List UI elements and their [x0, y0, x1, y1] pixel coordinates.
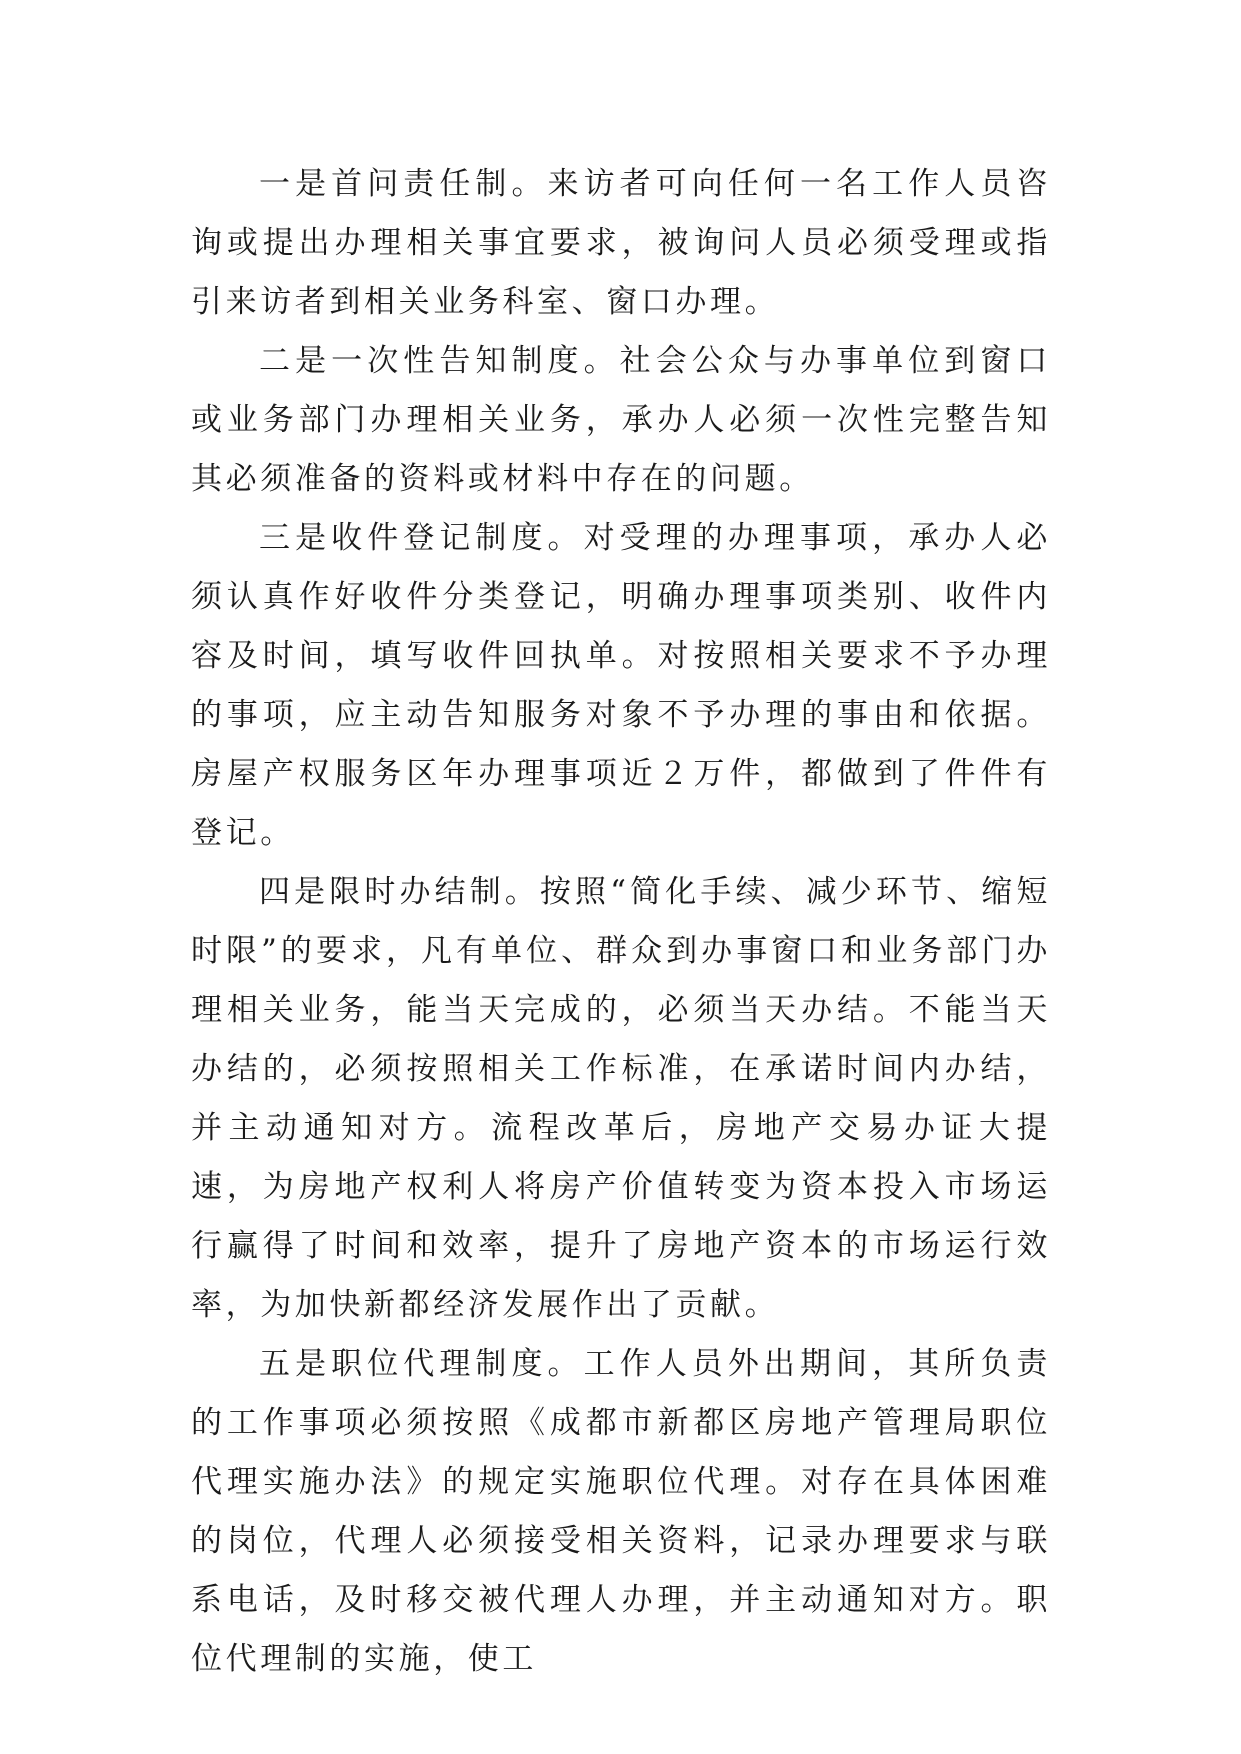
paragraph-one-time-notification: 二是一次性告知制度。社会公众与办事单位到窗口或业务部门办理相关业务，承办人必须一次性完整告知其必须准备的资料或材料中存在的问题。 — [191, 343, 1051, 497]
body-text — [191, 155, 1051, 1689]
paragraph-position-proxy: 五是职位代理制度。工作人员外出期间，其所负责的工作事项必须按照《成都市新都区房地产管理局职位代理实施办法》的规定实施职位代理。对存在具体困难的岗位，代理人必须接受相关资料，记录办理要求与联系电话，及时移交被代理人办理，并主动通知对方。职位代理制的实施，使工 — [191, 1346, 1051, 1677]
paragraph-time-limited-completion: 四是限时办结制。按照“简化手续、减少环节、缩短时限”的要求，凡有单位、群众到办事窗口和业务部门办理相关业务，能当天完成的，必须当天办结。不能当天办结的，必须按照相关工作标准，在承诺时间内办结，并主动通知对方。流程改革后，房地产交易办证大提速，为房地产权利人将房产价值转变为资本投入市场运行赢得了时间和效率，提升了房地产资本的市场运行效率，为加快新都经济发展作出了贡献。 — [191, 874, 1051, 1323]
paragraph-first-inquiry-responsibility: 一是首问责任制。来访者可向任何一名工作人员咨询或提出办理相关事宜要求，被询问人员必须受理或指引来访者到相关业务科室、窗口办理。 — [191, 166, 1051, 320]
paragraph-receipt-registration: 三是收件登记制度。对受理的办理事项，承办人必须认真作好收件分类登记，明确办理事项类别、收件内容及时间，填写收件回执单。对按照相关要求不予办理的事项，应主动告知服务对象不予办理的事由和依据。房屋产权服务区年办理事项近２万件，都做到了件件有登记。 — [191, 520, 1051, 851]
